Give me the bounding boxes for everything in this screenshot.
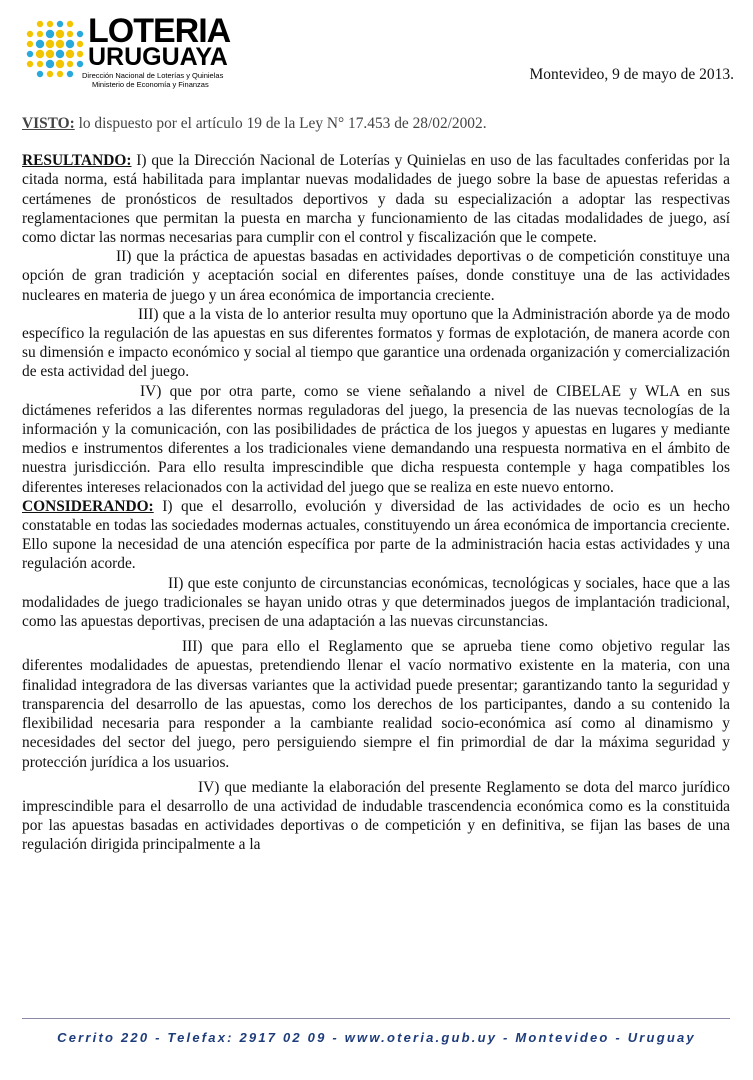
- logo-dot: [77, 61, 83, 67]
- logo-dot: [56, 40, 64, 48]
- logo-dot: [37, 61, 43, 67]
- logo-dot: [67, 71, 73, 77]
- visto-text: lo dispuesto por el artículo 19 de la Ley N° 17.453 de 28/02/2002.: [74, 115, 487, 132]
- logo-dot: [66, 50, 74, 58]
- resultando-label: RESULTANDO:: [22, 152, 132, 170]
- logo-dot: [57, 71, 63, 77]
- footer-divider: [22, 1018, 730, 1019]
- resultando-paragraph-3: III) que a la vista de lo anterior resulta muy oportuno que la Administración aborde ya de modo específico la regulación de las apuestas en sus diferentes formatos y formas de explotación, de manera acorde con su dimensión e impacto económico y social al tiempo que garantice una ordenada organización y comercialización de esta actividad del juego.: [22, 305, 730, 381]
- logo-dot: [37, 71, 43, 77]
- logo-dot: [56, 50, 64, 58]
- logo-dot: [37, 21, 43, 27]
- considerando-label: CONSIDERANDO:: [22, 497, 154, 515]
- logo-dot: [57, 21, 63, 27]
- visto-paragraph: [22, 114, 730, 133]
- document-date: Montevideo, 9 de mayo de 2013.: [529, 66, 734, 83]
- logo-dot: [46, 50, 54, 58]
- logo-dot: [66, 40, 74, 48]
- considerando-paragraph-3: III) que para ello el Reglamento que se aprueba tiene como objetivo regular las diferentes modalidades de apuestas, pretendiendo llenar el vacío normativo existente en la materia, con una finalidad integradora de las diversas variantes que la actividad puede presentar; garantizando tanto la seguridad y transparencia del desarrollo de las apuestas, como los derechos de los participantes, dando a su contenido la flexibilidad necesaria para responder a la cambiante realidad socio-económica así como al dinamismo y necesidades del sector del juego, pero persiguiendo siempre el fin primordial de dar la máxima seguridad y protección jurídica a los usuarios.: [22, 638, 730, 771]
- document-header: [24, 12, 734, 98]
- logo-dot: [36, 50, 44, 58]
- resultando-paragraph-4: IV) que por otra parte, como se viene señalando a nivel de CIBELAE y WLA en sus dictámenes referidos a las diferentes normas reguladoras del juego, la presencia de las nuevas tecnologías de la información y la comunicación, con las posibilidades de práctica de los juegos y apuestas en lugares y mediante medios e instrumentos diferentes a los tradicionales viene demandando una respuesta normativa en el ámbito de nuestra jurisdicción. Para ello resulta imprescindible que dicha respuesta contemple y haga compatibles los diferentes intereses relacionados con la actividad del juego que se realiza en este nuevo entorno.: [22, 382, 730, 496]
- resultando-paragraph-2: II) que la práctica de apuestas basadas en actividades deportivas o de competición constituye una opción de gran tradición y aceptación social en diferentes países, donde constituye una de las actividades nucleares en materia de juego y un área económica de importancia creciente.: [22, 248, 730, 304]
- logo-dots-icon: [24, 18, 86, 78]
- resultando-paragraph-1: [22, 151, 730, 247]
- logo-dot: [77, 51, 83, 57]
- resultando-text-1: I) que la Dirección Nacional de Loterías y Quinielas en uso de las facultades conferidas por la citada norma, está habilitada para implantar nuevas modalidades de juego sobre la base de apuestas referidas a certámenes de pronósticos de resultados deportivos y dada su especialización a adoptar las respectivas reglamentaciones que permitan la puesta en marcha y funcionamiento de las citadas modalidades de juego, así como dictar las normas necesarias para cumplir con el control y fiscalización que le compete.: [22, 152, 730, 247]
- logo-tagline: Dirección Nacional de Loterías y Quinielas: [82, 71, 224, 80]
- considerando-paragraph-1: [22, 497, 730, 574]
- logo-dot: [67, 61, 73, 67]
- considerando-paragraph-4: IV) que mediante la elaboración del presente Reglamento se dota del marco jurídico imprescindible para el desarrollo de una actividad de indudable trascendencia económica como es la constituida por las apuestas basadas en actividades deportivas o de competición y en definitiva, se fijan las bases de una regulación dirigida principalmente a la: [22, 778, 730, 854]
- logo-title: LOTERIA: [88, 12, 231, 50]
- considerando-text-1: I) que el desarrollo, evolución y diversidad de las actividades de ocio es un hecho constatable en todas las sociedades modernas actuales, constituyendo un área económica de importancia creciente. Ello supone la necesidad de una atención específica por parte de la administración hacia estas actividades y una regulación acorde.: [22, 497, 730, 573]
- logo-dot: [27, 41, 33, 47]
- logo-subtitle: URUGUAYA: [88, 43, 228, 71]
- logo-dot: [46, 30, 54, 38]
- logo-dot: [27, 61, 33, 67]
- logo-dot: [56, 30, 64, 38]
- logo-dot: [67, 31, 73, 37]
- loteria-uruguaya-logo: [24, 12, 264, 96]
- logo-dot: [46, 60, 54, 68]
- logo-dot: [56, 60, 64, 68]
- logo-dot: [46, 40, 54, 48]
- logo-dot: [37, 31, 43, 37]
- logo-dot: [36, 40, 44, 48]
- considerando-paragraph-2: II) que este conjunto de circunstancias económicas, tecnológicas y sociales, hace que a las modalidades de juego tradicionales se hayan unido otras y que determinados juegos de implantación tradicional, como las apuestas deportivas, precisen de una adaptación a las nuevas circunstancias.: [22, 574, 730, 631]
- logo-dot: [77, 31, 83, 37]
- logo-dot: [47, 21, 53, 27]
- visto-label: VISTO:: [22, 115, 75, 132]
- logo-dot: [77, 41, 83, 47]
- logo-dot: [67, 21, 73, 27]
- logo-dot: [27, 51, 33, 57]
- logo-dot: [27, 31, 33, 37]
- logo-ministry: Ministerio de Economía y Finanzas: [92, 80, 209, 89]
- footer-contact: Cerrito 220 - Telefax: 2917 02 09 - www.oteria.gub.uy - Montevideo - Uruguay: [57, 1030, 696, 1045]
- logo-dot: [47, 71, 53, 77]
- document-body: [22, 114, 730, 855]
